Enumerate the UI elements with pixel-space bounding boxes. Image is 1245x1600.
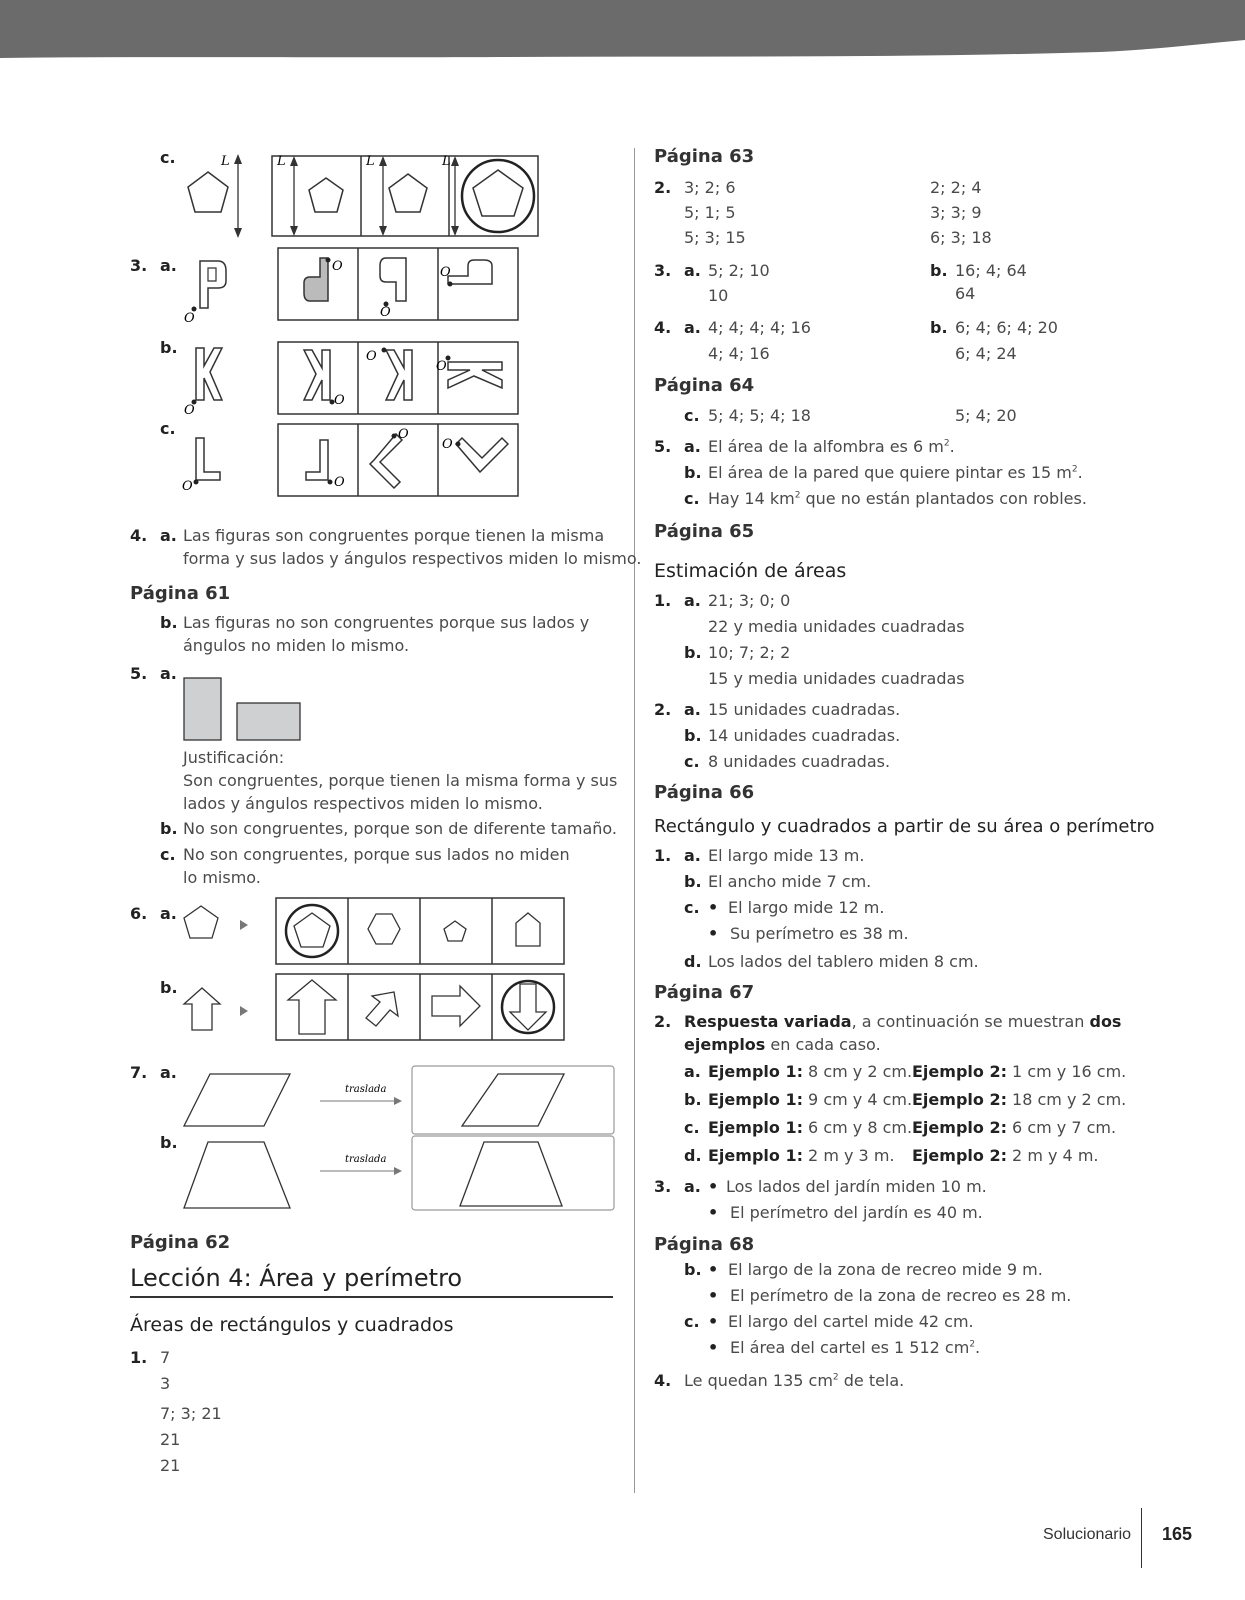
r2-row-e1: Ejemplo 1: 2 m y 3 m. (708, 1146, 895, 1165)
ex5-just-label: Justificación: (183, 748, 285, 767)
svg-text:O: O (436, 359, 447, 374)
r1-number: 1. (654, 846, 672, 865)
page-62-heading: Página 62 (130, 1232, 231, 1253)
r1b-text: El ancho mide 7 cm. (708, 872, 872, 891)
ex4-number: 4. (130, 526, 148, 545)
areas-subtitle: Áreas de rectángulos y cuadrados (130, 1314, 454, 1336)
r-ex2-col1: 5; 3; 15 (684, 228, 746, 247)
footer-label: Solucionario (1043, 1526, 1132, 1543)
page-66-heading: Página 66 (654, 782, 755, 803)
r2-number: 2. (654, 1012, 672, 1031)
ex7b-label: b. (160, 1133, 178, 1152)
r1a-text: El largo mide 13 m. (708, 846, 865, 865)
rotation-figure-3b (180, 338, 525, 418)
r-ex3a-label: a. (684, 261, 701, 280)
svg-text:traslada: traslada (345, 1154, 387, 1165)
r-ex2-col2: 2; 2; 4 (930, 178, 982, 197)
page-65-heading: Página 65 (654, 521, 755, 542)
ex5c-text-2: lo mismo. (183, 868, 261, 887)
ex7a-label: a. (160, 1063, 177, 1082)
p68c-1: El largo del cartel mide 42 cm. (728, 1312, 974, 1331)
ex5c-text-1: No son congruentes, porque sus lados no miden (183, 845, 570, 864)
r-ex2-col2: 6; 3; 18 (930, 228, 992, 247)
r1c-label: c. (684, 898, 700, 917)
svg-text:O: O (442, 437, 453, 452)
r2-row-e1: Ejemplo 1: 6 cm y 8 cm. (708, 1118, 913, 1137)
e1a-2: 22 y media unidades cuadradas (708, 617, 965, 636)
r-ex5c-label: c. (684, 489, 700, 508)
e1b-1: 10; 7; 2; 2 (708, 643, 791, 662)
r-ex5-number: 5. (654, 437, 672, 456)
r1c-1: El largo mide 12 m. (728, 898, 885, 917)
bullet: • (708, 1312, 719, 1331)
e1a-label: a. (684, 591, 701, 610)
r-ex5b-label: b. (684, 463, 702, 482)
shape-sequence-6b (180, 972, 570, 1044)
r-ex2-col1: 5; 1; 5 (684, 203, 736, 222)
page-number: 165 (1162, 1524, 1193, 1544)
r-ex2-number: 2. (654, 178, 672, 197)
r-ex2-col2: 3; 3; 9 (930, 203, 982, 222)
ex5b-label: b. (160, 819, 178, 838)
ex5a-label: a. (160, 664, 177, 683)
page-61-heading: Página 61 (130, 583, 231, 604)
p68b-2: El perímetro de la zona de recreo es 28 m. (730, 1286, 1072, 1305)
r2-row-e2: Ejemplo 2: 2 m y 4 m. (912, 1146, 1099, 1165)
r2-row-e2: Ejemplo 2: 18 cm y 2 cm. (912, 1090, 1127, 1109)
r-ex5a-text: El área de la alfombra es 6 $m^2$. (708, 437, 955, 456)
ex7-number: 7. (130, 1063, 148, 1082)
r3a-1: Los lados del jardín miden 10 m. (726, 1177, 987, 1196)
r2-row-label: d. (684, 1146, 702, 1165)
r2-row-label: a. (684, 1062, 701, 1081)
ex6b-label: b. (160, 978, 178, 997)
bullet: • (708, 1203, 719, 1222)
p61b-text-1: Las figuras no son congruentes porque sus lados y (183, 613, 590, 632)
p64c-1: 5; 4; 5; 4; 18 (708, 406, 811, 425)
ex1-line: 21 (160, 1456, 181, 1475)
r-ex5c-text: Hay 14 $km^2$ que no están plantados con robles. (708, 489, 1087, 508)
ex1-line: 21 (160, 1430, 181, 1449)
ex3b-label: b. (160, 338, 178, 357)
rect-subtitle: Rectángulo y cuadrados a partir de su área o perímetro (654, 816, 1155, 837)
rotation-figure-3a (180, 246, 525, 324)
r-ex4a-label: a. (684, 318, 701, 337)
r-ex3b-label: b. (930, 261, 948, 280)
p68c-2: El área del cartel es 1 512 $cm^2$. (730, 1338, 981, 1357)
r2-row-e2: Ejemplo 2: 6 cm y 7 cm. (912, 1118, 1117, 1137)
svg-text:L: L (442, 154, 451, 169)
r2-intro-2: ejemplos en cada caso. (684, 1035, 881, 1054)
column-divider (634, 148, 635, 1493)
r1d-label: d. (684, 952, 702, 971)
r3a-label: a. (684, 1177, 701, 1196)
ex1-line: 7; 3; 21 (160, 1404, 222, 1423)
e2a-label: a. (684, 700, 701, 719)
svg-text:O: O (184, 311, 195, 324)
svg-text:O: O (366, 349, 377, 364)
translate-label: traslada (345, 1084, 387, 1095)
translation-figure-7a (180, 1064, 616, 1144)
svg-text:O: O (398, 427, 409, 442)
e2b-text: 14 unidades cuadradas. (708, 726, 901, 745)
bullet: • (708, 924, 719, 943)
p61b-label: b. (160, 613, 178, 632)
r-ex3a-2: 10 (708, 286, 729, 305)
ex5-just-1: Son congruentes, porque tienen la misma forma y sus (183, 771, 618, 790)
bullet: • (708, 1286, 719, 1305)
ex4a-text-1: Las figuras son congruentes porque tienen la misma (183, 526, 605, 545)
ex1-line: 7 (160, 1348, 171, 1367)
svg-text:O: O (184, 403, 195, 418)
congruent-rectangles (182, 676, 304, 744)
r1d-text: Los lados del tablero miden 8 cm. (708, 952, 979, 971)
svg-text:O: O (440, 265, 451, 280)
r4-number: 4. (654, 1371, 672, 1390)
item-c-label: c. (160, 148, 176, 167)
e2b-label: b. (684, 726, 702, 745)
r-ex4b-1: 6; 4; 6; 4; 20 (955, 318, 1058, 337)
bullet: • (708, 1177, 719, 1196)
svg-text:O: O (182, 479, 193, 494)
r-ex3a-1: 5; 2; 10 (708, 261, 770, 280)
r2-row-e2: Ejemplo 2: 1 cm y 16 cm. (912, 1062, 1127, 1081)
r1c-2: Su perímetro es 38 m. (730, 924, 909, 943)
rotation-figure-3c (180, 422, 525, 508)
ex4a-label: a. (160, 526, 177, 545)
r3a-2: El perímetro del jardín es 40 m. (730, 1203, 983, 1222)
r-ex4b-2: 6; 4; 24 (955, 344, 1017, 363)
e1-number: 1. (654, 591, 672, 610)
footer-separator (1141, 1508, 1142, 1568)
r3-number: 3. (654, 1177, 672, 1196)
reflection-figure-c (178, 150, 548, 242)
ex1-line: 3 (160, 1374, 171, 1393)
ex5-number: 5. (130, 664, 148, 683)
r-ex2-col1: 3; 2; 6 (684, 178, 736, 197)
ex5c-label: c. (160, 845, 176, 864)
e1a-1: 21; 3; 0; 0 (708, 591, 791, 610)
p64c-2: 5; 4; 20 (955, 406, 1017, 425)
r-ex4b-label: b. (930, 318, 948, 337)
ex6-number: 6. (130, 904, 148, 923)
shape-sequence-6a (180, 896, 570, 966)
page-68-heading: Página 68 (654, 1234, 755, 1255)
p68b-label: b. (684, 1260, 702, 1279)
p61b-text-2: ángulos no miden lo mismo. (183, 636, 410, 655)
r-ex3b-2: 64 (955, 284, 976, 303)
lesson-title: Lección 4: Área y perímetro (130, 1264, 463, 1292)
r-ex3b-1: 16; 4; 64 (955, 261, 1027, 280)
bullet: • (708, 1338, 719, 1357)
r2-row-label: c. (684, 1118, 700, 1137)
r1b-label: b. (684, 872, 702, 891)
page-63-heading: Página 63 (654, 146, 755, 167)
ex5-just-2: lados y ángulos respectivos miden lo mismo. (183, 794, 543, 813)
e2a-text: 15 unidades cuadradas. (708, 700, 901, 719)
svg-text:O: O (332, 259, 343, 274)
svg-text:O: O (334, 475, 345, 490)
ex3a-label: a. (160, 256, 177, 275)
r1a-label: a. (684, 846, 701, 865)
r-ex4a-2: 4; 4; 16 (708, 344, 770, 363)
r2-intro-1: Respuesta variada, a continuación se muestran dos (684, 1012, 1122, 1031)
r-ex5b-text: El área de la pared que quiere pintar es 15 $m^2$. (708, 463, 1083, 482)
e2-number: 2. (654, 700, 672, 719)
svg-text:L: L (366, 154, 375, 169)
p68b-1: El largo de la zona de recreo mide 9 m. (728, 1260, 1043, 1279)
p64c-label: c. (684, 406, 700, 425)
estimacion-subtitle: Estimación de áreas (654, 560, 847, 582)
svg-text:O: O (334, 393, 345, 408)
page-67-heading: Página 67 (654, 982, 755, 1003)
ex1-number: 1. (130, 1348, 148, 1367)
svg-text:L: L (277, 154, 286, 169)
ex4a-text-2: forma y sus lados y ángulos respectivos miden lo mismo. (183, 549, 642, 568)
e1b-label: b. (684, 643, 702, 662)
p68c-label: c. (684, 1312, 700, 1331)
r2-row-e1: Ejemplo 1: 8 cm y 2 cm. (708, 1062, 913, 1081)
bullet: • (708, 898, 719, 917)
r4-text: Le quedan 135 $cm^2$ de tela. (684, 1371, 905, 1390)
r-ex3-number: 3. (654, 261, 672, 280)
r-ex4a-1: 4; 4; 4; 4; 16 (708, 318, 811, 337)
translation-figure-7b (180, 1134, 616, 1214)
header-band (0, 0, 1245, 68)
r-ex4-number: 4. (654, 318, 672, 337)
ex6a-label: a. (160, 904, 177, 923)
ex5b-text: No son congruentes, porque son de diferente tamaño. (183, 819, 618, 838)
svg-text:O: O (380, 305, 391, 320)
page-64-heading: Página 64 (654, 375, 755, 396)
axis-label: L (221, 154, 230, 169)
ex3-number: 3. (130, 256, 148, 275)
r2-row-label: b. (684, 1090, 702, 1109)
e1b-2: 15 y media unidades cuadradas (708, 669, 965, 688)
e2c-text: 8 unidades cuadradas. (708, 752, 891, 771)
ex3c-label: c. (160, 419, 176, 438)
e2c-label: c. (684, 752, 700, 771)
bullet: • (708, 1260, 719, 1279)
r2-row-e1: Ejemplo 1: 9 cm y 4 cm. (708, 1090, 913, 1109)
lesson-underline (130, 1296, 613, 1298)
r-ex5a-label: a. (684, 437, 701, 456)
